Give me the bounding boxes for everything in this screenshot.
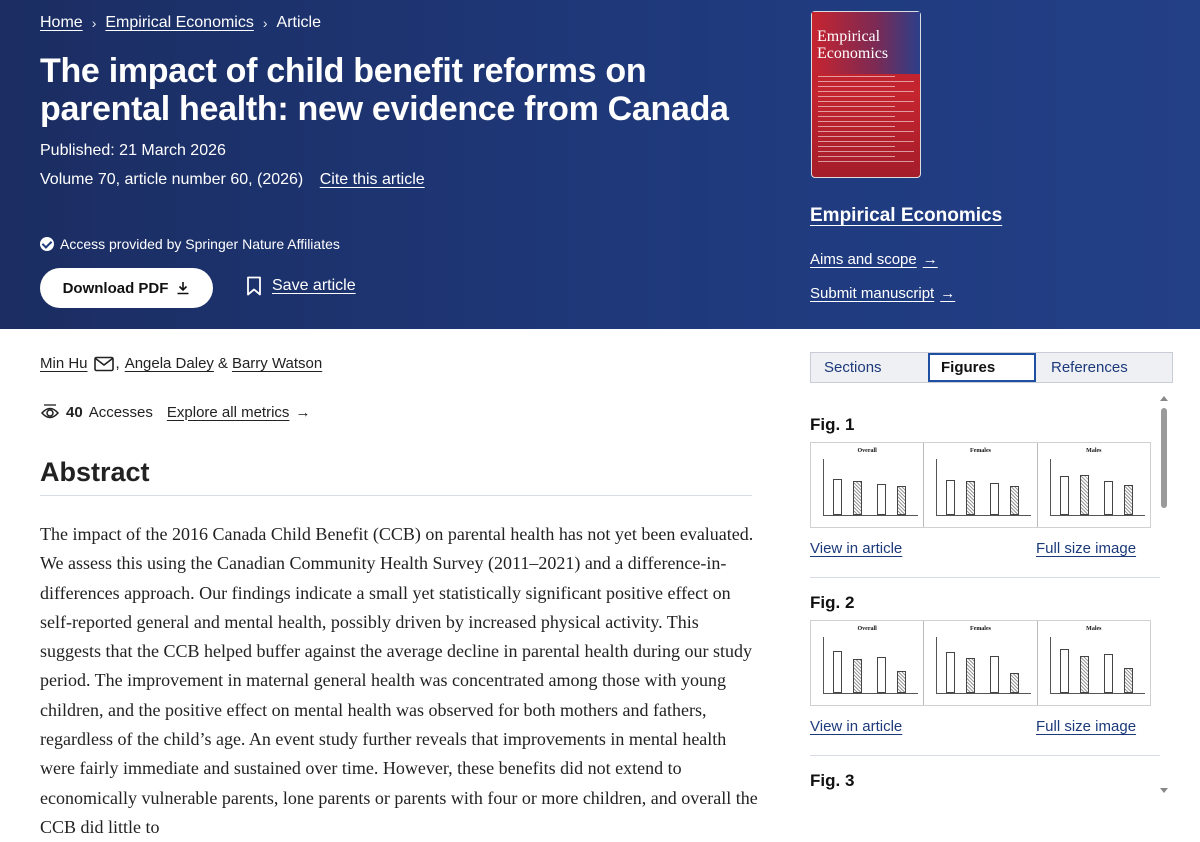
download-pdf-button[interactable] (40, 268, 213, 308)
article-title: The impact of child benefit reforms on parental health: new evidence from Canada (40, 52, 729, 128)
full-size-image-link[interactable]: Full size image (1036, 540, 1137, 557)
volume-text: Volume 70, article number 60, (2026) (40, 171, 304, 188)
figure-panel (1038, 443, 1150, 527)
check-circle-icon (40, 237, 54, 251)
figure-panel (924, 443, 1037, 527)
author-link[interactable]: Angela Daley (124, 355, 214, 372)
download-icon (176, 281, 190, 295)
author-separator: , (115, 355, 120, 372)
download-pdf-label: Download PDF (62, 279, 169, 297)
article-header (0, 0, 1200, 329)
divider (810, 577, 1160, 578)
accesses-label: Accesses (88, 403, 153, 421)
panel-title: Overall (857, 448, 877, 454)
sidebar-tabs (810, 352, 1173, 383)
tab-references[interactable]: References (1051, 359, 1128, 376)
article-metrics (40, 403, 310, 421)
scroll-down-icon[interactable] (1160, 788, 1168, 793)
abstract-text: The impact of the 2016 Canada Child Benefit (CCB) on parental health has not yet been evaluated. We assess this using the Canadian Community Health Survey (2011–2021) and a difference-in-differences approach. Our findings indicate a small yet statistically significant positive effect on self-reported general and mental health, possibly driven by increased physical activity. This suggests that the CCB helped buffer against the average decline in parental health during our study period. The improvement in maternal general health was concentrated among those with young children, and the positive effect on mental health was observed for both mothers and fathers, regardless of the child’s age. An event study further reveals that improvements in mental health were fairly immediate and sustained over time. However, these benefits did not extend to economically vulnerable parents, lone parents or parents with four or more children, and overall the CCB did little to (40, 524, 758, 837)
submit-manuscript-link[interactable] (810, 285, 955, 302)
aims-scope-label: Aims and scope (810, 251, 917, 268)
submit-manuscript-label: Submit manuscript (810, 285, 935, 302)
view-in-article-link[interactable]: View in article (810, 718, 903, 735)
panel-title: Males (1086, 448, 1102, 454)
bookmark-icon (246, 276, 262, 296)
volume-info (40, 171, 425, 189)
tab-sections[interactable]: Sections (824, 359, 882, 376)
figure-title: Fig. 3 (810, 771, 855, 790)
figure-panel (811, 443, 924, 527)
author-list (40, 355, 322, 372)
figure-thumbnail[interactable] (810, 620, 1151, 706)
eye-icon (40, 403, 60, 421)
cover-text-lines (818, 76, 914, 166)
panel-title: Females (969, 626, 991, 632)
panel-title: Overall (857, 626, 877, 632)
access-text: Access provided by Springer Nature Affiliates (60, 236, 340, 252)
cover-title-line2: Economics (817, 45, 889, 62)
journal-cover-image[interactable] (811, 11, 921, 178)
author-link[interactable]: Barry Watson (231, 355, 323, 372)
breadcrumb-separator-icon: › (91, 15, 97, 31)
save-article-button[interactable] (246, 276, 356, 296)
divider (810, 755, 1160, 756)
breadcrumb-home[interactable]: Home (40, 14, 83, 31)
scroll-up-icon[interactable] (1160, 396, 1168, 401)
figure-title: Fig. 1 (810, 415, 855, 434)
divider (40, 495, 752, 496)
access-notice (40, 236, 340, 252)
explore-metrics-link[interactable]: Explore all metrics (166, 403, 290, 421)
figure-panel (924, 621, 1037, 705)
sidebar-scrollbar[interactable] (1158, 392, 1170, 797)
cover-title-line1: Empirical (817, 28, 881, 45)
figure-panel (1038, 621, 1150, 705)
cover-title (817, 28, 888, 62)
figure-panel (811, 621, 924, 705)
full-size-image-link[interactable]: Full size image (1036, 718, 1137, 735)
breadcrumb (40, 14, 321, 32)
journal-name-link[interactable]: Empirical Economics (810, 205, 1003, 226)
arrow-right-icon: → (922, 251, 938, 268)
abstract-heading: Abstract (40, 457, 150, 487)
tab-figures[interactable]: Figures (928, 353, 1036, 382)
breadcrumb-separator-icon: › (262, 15, 268, 31)
author-link[interactable]: Min Hu (40, 355, 88, 372)
breadcrumb-journal[interactable]: Empirical Economics (105, 14, 254, 31)
breadcrumb-current: Article (276, 14, 321, 31)
view-in-article-link[interactable]: View in article (810, 540, 903, 557)
accesses-count: 40 (66, 403, 83, 421)
aims-scope-link[interactable] (810, 251, 938, 268)
figure-thumbnail[interactable] (810, 442, 1151, 528)
panel-title: Males (1086, 626, 1102, 632)
author-separator: & (217, 355, 228, 372)
arrow-right-icon: → (940, 285, 956, 302)
scrollbar-thumb[interactable] (1161, 408, 1167, 508)
panel-title: Females (969, 448, 991, 454)
cite-article-link[interactable]: Cite this article (319, 171, 425, 188)
arrow-right-icon: → (295, 403, 311, 421)
email-icon[interactable] (94, 356, 114, 372)
save-article-label: Save article (272, 277, 356, 294)
published-date: Published: 21 March 2026 (40, 142, 226, 159)
figure-title: Fig. 2 (810, 593, 855, 612)
